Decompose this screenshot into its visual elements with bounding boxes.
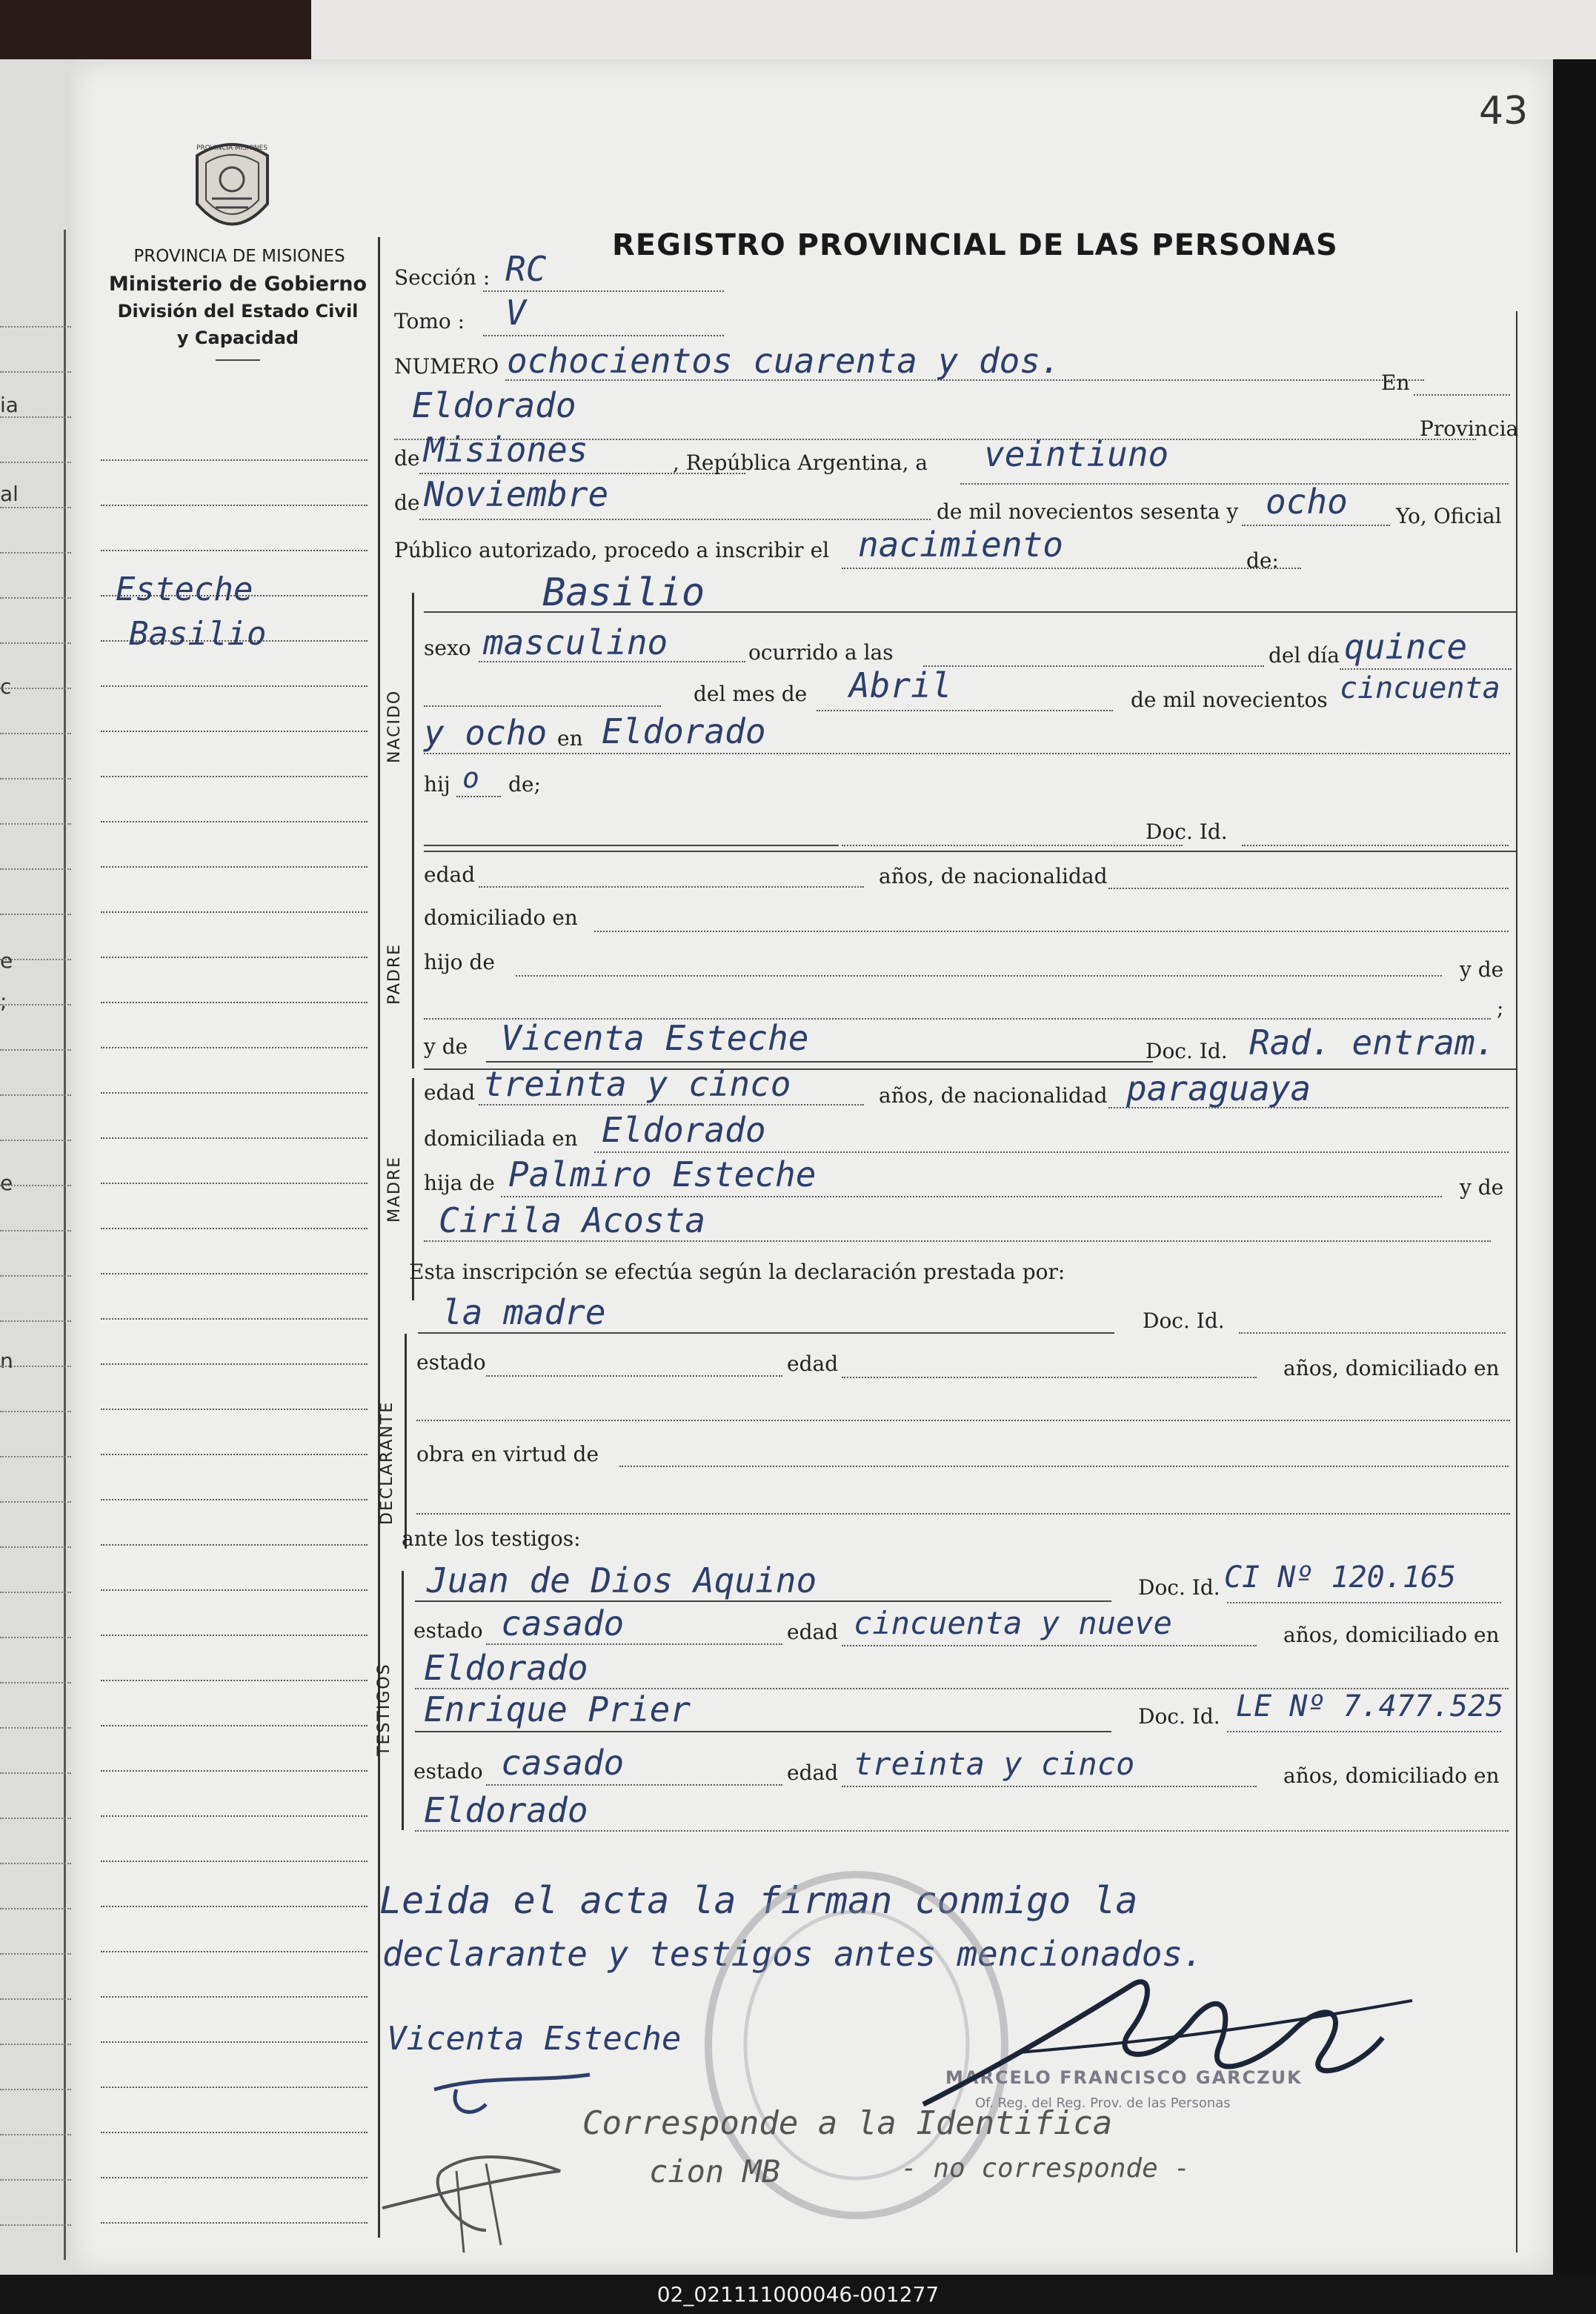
mil-label: de mil novecientos [1131,688,1328,712]
left-fragment: al [0,482,19,506]
tomo-label: Tomo : [394,309,465,333]
margin-line [101,776,368,777]
top-dark-corner [0,0,311,59]
left-page-line [0,1456,71,1457]
margin-line [101,1589,368,1591]
madre-doc-label: Doc. Id. [1146,1039,1228,1063]
testigo1-name-line [415,1600,1111,1602]
margin-line [101,1002,368,1003]
testigo2-doc-value: LE Nº 7.477.525 [1236,1689,1504,1723]
testigos-side-label: TESTIGOS [375,1663,393,1756]
numero-value: ochocientos cuarenta y dos. [507,341,1061,381]
declarante-value: la madre [442,1292,606,1332]
nacido-bracket [412,593,414,874]
declarante-edad-label: edad [787,1352,839,1376]
margin-line [101,1137,368,1139]
de-label-2: de [394,491,420,515]
left-page-line [0,1863,71,1864]
padre-name-dots [842,845,1183,846]
closing-line-1: Leida el acta la firman conmigo la [379,1879,1138,1922]
margin-line [101,957,368,958]
left-page-line [0,1592,71,1593]
left-fragment: e [0,948,13,973]
obra-line [619,1466,1509,1467]
anio-value-1: cincuenta [1340,671,1500,705]
city-value: Eldorado [412,385,576,425]
left-page-line [0,1953,71,1955]
padre-doc-line [1242,845,1509,846]
margin-line [101,1861,368,1862]
left-page-line [0,1140,71,1141]
en-line [1414,394,1510,396]
ocurrido-line [923,665,1264,667]
madre-hija-line [501,1196,1442,1197]
declarante-doc-label: Doc. Id. [1143,1309,1225,1333]
numero-line [505,379,1424,381]
left-page-edge [0,59,71,2275]
left-page-line [0,1546,71,1548]
publico-label: Público autorizado, procedo a inscribir el [394,538,830,562]
margin-line [101,1906,368,1907]
note-line-3: - no corresponde - [901,2153,1191,2184]
left-page-line [0,868,71,870]
margin-line [101,459,368,461]
closing-line-2: declarante y testigos antes mencionados. [382,1934,1203,1974]
nacido-name: Basilio [542,571,705,615]
testigo1-name: Juan de Dios Aquino [427,1560,817,1600]
left-page-line [0,2179,71,2181]
seccion-value: RC [505,249,547,289]
declarante-estado-label: estado [416,1350,486,1374]
margin-line [101,911,368,913]
padre-name-line [424,845,839,846]
month-value: Noviembre [424,474,609,514]
testigo2-anios-label: años, domiciliado en [1283,1763,1500,1788]
testigo1-estado-line [486,1643,782,1645]
left-page-line [0,507,71,508]
margin-line [101,1183,368,1184]
testigo2-domicilio: Eldorado [424,1790,588,1830]
document-page [71,59,1553,2275]
tomo-line [483,335,724,336]
margin-line [101,1725,368,1726]
madre-abuela-line [424,1240,1491,1242]
declarante-line [418,1332,1114,1334]
official-signature-icon [908,1956,1442,2127]
madre-hija-label: hija de [424,1171,495,1195]
madre-anios-label: años, de nacionalidad [879,1083,1108,1108]
division-line-2: y Capacidad [176,328,299,348]
signature-madre: Vicenta Esteche [387,2020,682,2058]
left-page-line [0,642,71,644]
en-label-2: en [557,726,583,751]
margin-line [101,2087,368,2088]
year-label: de mil novecientos sesenta y [937,499,1239,524]
day-value: veintiuno [984,434,1169,474]
margin-note-name: Basilio [129,615,267,653]
testigo2-edad-label: edad [787,1761,839,1785]
en-label: En [1381,370,1410,395]
nacido-name-line [424,611,1516,613]
left-page-line [0,371,71,373]
padre-rule [424,851,1516,852]
provincia-label: Provincia [1420,416,1519,441]
testigo2-name: Enrique Prier [424,1689,691,1729]
margin-line [101,1544,368,1546]
left-page-line [0,1049,71,1051]
hij-label: hij [424,772,450,797]
testigos-label: ante los testigos: [402,1526,581,1551]
margin-line [101,550,368,551]
madre-edad-value: treinta y cinco [483,1064,791,1104]
left-page-line [0,1411,71,1412]
testigo2-estado-label: estado [413,1759,483,1783]
testigo1-doc-label: Doc. Id. [1138,1575,1220,1600]
dia-line [1340,668,1512,670]
left-page-line [0,462,71,463]
margin-line [101,1951,368,1952]
sexo-label: sexo [424,636,471,660]
testigo2-name-line [415,1731,1111,1732]
declarante-side-label: DECLARANTE [378,1400,396,1525]
padre-hijo-label: hijo de [424,950,495,974]
madre-y-de-label-2: y de [1460,1175,1504,1200]
testigo2-estado-line [486,1784,782,1786]
left-page-line [0,1772,71,1774]
archive-footer [0,2275,1596,2314]
note-line-2: cion MB [649,2153,781,2190]
padre-nac-line [1108,888,1509,889]
padre-doc-label: Doc. Id. [1146,819,1228,844]
margin-line [101,1499,368,1500]
left-page-line [0,1501,71,1503]
margin-line [101,1996,368,1998]
padre-edad-line [479,886,864,888]
padre-y-de-label: y de [1460,957,1504,982]
obra-label: obra en virtud de [416,1442,599,1466]
padre-edad-label: edad [424,862,476,887]
left-page-line [0,1094,71,1096]
declarante-edad-line [842,1377,1257,1378]
left-page-line [0,2089,71,2090]
declarante-estado-line [486,1375,782,1377]
left-fragment: c [0,674,12,699]
margin-line [101,1635,368,1636]
testigo1-edad-label: edad [787,1620,839,1644]
acto-value: nacimiento [858,525,1063,565]
anio-value-2: y ocho [424,713,548,753]
left-fragment: ia [0,393,19,417]
testigo1-doc-value: CI Nº 120.165 [1224,1560,1457,1595]
province-value: Misiones [424,430,588,470]
dia-label: del día [1269,643,1340,668]
padre-anios-label: años, de nacionalidad [879,864,1108,888]
madre-nac-line [1108,1107,1509,1108]
mes-value: Abril [849,665,952,705]
left-page-rule [64,230,66,2260]
margin-line [101,1318,368,1320]
left-page-line [0,959,71,960]
month-line [419,519,931,520]
left-page-line [0,2134,71,2135]
left-page-line [0,1275,71,1277]
left-fragment: e [0,1171,13,1195]
madre-y-de-label: y de [424,1034,468,1059]
madre-domicilio-value: Eldorado [602,1110,766,1150]
lugar-line [424,753,1510,754]
left-page-line [0,688,71,689]
stamp-text-2: Of. Reg. del Reg. Prov. de las Personas [975,2095,1231,2111]
year-line [1242,525,1390,526]
margin-line [101,1092,368,1094]
margin-line [101,685,368,687]
testigo2-doc-label: Doc. Id. [1138,1704,1220,1729]
left-page-line [0,1004,71,1005]
padre-bracket [412,874,414,1068]
testigo2-edad-value: treinta y cinco [854,1746,1135,1782]
madre-domicilio-label: domiciliada en [424,1126,578,1151]
de-colon-label: de: [1246,548,1279,573]
seccion-label: Sección : [394,265,491,290]
testigo1-doc-line [1227,1602,1501,1603]
margin-line [101,2132,368,2133]
nacido-side-label: NACIDO [385,689,404,763]
ocurrido-label: ocurrido a las [748,640,894,665]
padre-hijo-line [516,975,1442,977]
republica-label: , República Argentina, a [673,451,928,475]
margin-line [101,731,368,732]
numero-label: NUMERO [394,354,499,379]
padre-side-label: PADRE [385,942,404,1005]
declarante-doc-line [1239,1332,1506,1334]
left-fragment: n [0,1349,13,1373]
madre-padre-value: Palmiro Esteche [508,1154,817,1194]
acto-line [842,568,1301,569]
page-number: 43 [1479,89,1529,133]
left-page-line [0,552,71,553]
declarante-bracket [405,1334,407,1549]
testigo1-edad-line [842,1645,1257,1646]
declaracion-label: Esta inscripción se efectúa según la declaración prestada por: [409,1260,1065,1284]
margin-line [101,1680,368,1681]
left-page-line [0,1908,71,1909]
left-page-line [0,1185,71,1186]
madre-madre-value: Cirila Acosta [439,1200,706,1240]
testigos-bracket [402,1571,404,1830]
margin-line [101,1273,368,1274]
margin-line [101,1047,368,1048]
ministry-name: Ministerio de Gobierno [108,273,368,296]
de-label: de [394,446,420,471]
left-page-line [0,416,71,418]
sexo-value: masculino [483,622,668,662]
margin-line [101,1454,368,1455]
testigo2-edad-line [842,1786,1257,1787]
division-line-1: División del Estado Civil [117,301,359,322]
hora-line [424,705,661,707]
province-seal-icon [182,133,282,241]
de-semicolon-label: de; [508,772,541,797]
testigo1-anios-label: años, domiciliado en [1283,1623,1500,1647]
left-page-line [0,1998,71,2000]
margin-line [101,821,368,822]
left-page-line [0,1366,71,1367]
margin-line [101,866,368,868]
left-page-line [0,2044,71,2045]
hij-value: o [462,762,479,794]
testigo1-estado-label: estado [413,1618,483,1643]
province-name: PROVINCIA DE MISIONES [133,247,345,266]
declarante-anios-label: años, domiciliado en [1283,1356,1500,1380]
madre-nacionalidad: paraguaya [1126,1068,1311,1108]
margin-line [101,2222,368,2224]
left-page-line [0,1818,71,1819]
margin-line [101,1815,368,1817]
stamp-text-1: MARCELO FRANCISCO GARCZUK [945,2067,1303,2088]
testigo1-estado-value: casado [501,1603,625,1643]
seal-text: PROVINCIA MISIONES [196,144,268,152]
margin-line [101,1770,368,1772]
witness-signatures-icon [353,2060,871,2267]
madre-edad-line [479,1104,864,1106]
margin-line [101,2041,368,2043]
left-page-line [0,778,71,779]
testigo1-edad-value: cincuenta y nueve [854,1605,1172,1641]
right-border-rule [1516,311,1517,2253]
testigo2-estado-value: casado [501,1743,625,1783]
left-page-line [0,1682,71,1683]
year-value: ocho [1266,482,1348,522]
madre-doc-value: Rad. entram. [1249,1023,1496,1063]
dia-value: quince [1344,627,1468,667]
left-page-line [0,1230,71,1231]
left-page-line [0,914,71,915]
left-fragment: ; [0,989,7,1014]
testigo1-domicilio: Eldorado [424,1648,588,1688]
testigo2-doc-line [1227,1731,1501,1732]
margin-line [101,505,368,506]
madre-side-label: MADRE [385,1155,404,1223]
day-line [960,483,1509,485]
header-divider [216,359,260,361]
madre-name-line [486,1061,1153,1063]
left-page-line [0,1320,71,1322]
left-page-line [0,733,71,734]
margin-line [101,1363,368,1365]
note-line-1: Corresponde a la Identifica [582,2104,1113,2142]
margin-line [101,1228,368,1229]
hij-line [456,796,501,797]
mes-line [817,710,1113,711]
madre-name: Vicenta Esteche [501,1018,809,1058]
top-background [0,0,1596,59]
left-page-line [0,2224,71,2226]
left-page-line [0,597,71,599]
margin-column-rule [378,237,380,2238]
obra-line-2 [416,1513,1510,1515]
left-page-line [0,326,71,328]
left-page-line [0,1727,71,1729]
sexo-line [479,661,745,662]
tomo-value: V [505,293,526,333]
declarante-dom-line [416,1420,1510,1421]
registry-title: REGISTRO PROVINCIAL DE LAS PERSONAS [612,228,1338,262]
margin-line [101,1409,368,1410]
padre-domicilio-line [594,931,1509,932]
margin-line [101,2177,368,2178]
archive-id: 02_021111000046-001277 [656,2282,940,2307]
mes-label: del mes de [694,682,808,706]
padre-domicilio-label: domiciliado en [424,905,578,930]
left-page-line [0,823,71,825]
madre-domicilio-line [594,1151,1509,1153]
madre-edad-label: edad [424,1080,476,1105]
padre-semicolon: ; [1497,996,1504,1020]
yo-oficial-label: Yo, Oficial [1396,504,1502,528]
lugar-value: Eldorado [602,711,766,751]
margin-note-surname: Esteche [116,571,253,608]
seccion-line [483,290,724,292]
left-page-line [0,1637,71,1638]
testigo2-dom-line [415,1830,1509,1832]
